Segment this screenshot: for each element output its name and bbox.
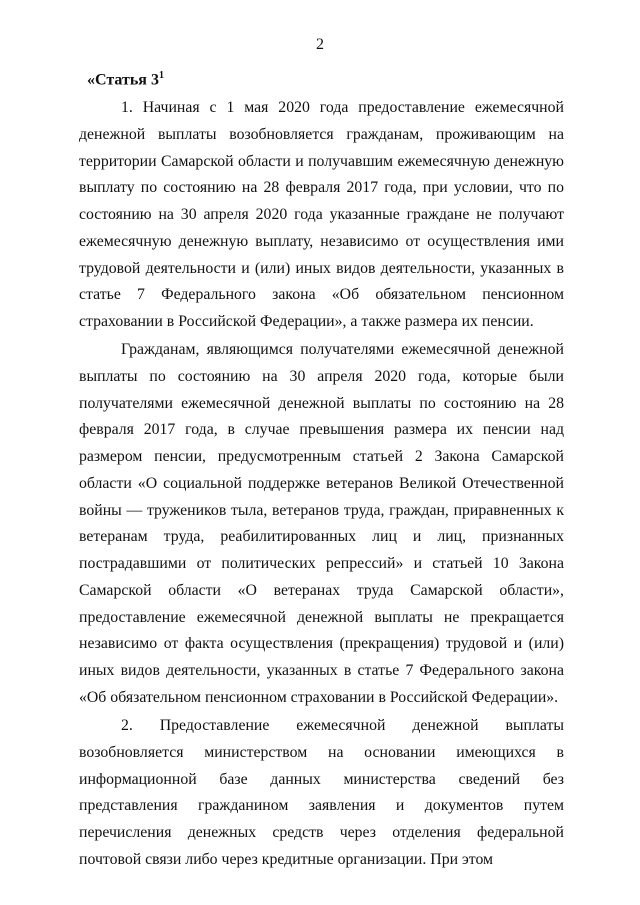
article-heading-text: «Статья 3 — [87, 71, 159, 89]
article-heading — [87, 70, 164, 89]
paragraph-2: Гражданам, являющимся получателями ежемесячной денежной выплаты по состоянию на 30 апреля 2020 года, которые были получателями ежемесячной денежной выплаты по состоянию на 28 февраля 2017 года, в случае превышения размера их пенсии над размером пенсии, предусмотренным статьей 2 Закона Самарской области «О социальной поддержке ветеранов Великой Отечественной войны — тружеников тыла, ветеранов труда, граждан, приравненных к ветеранам труда, реабилитированных лиц и лиц, признанных пострадавшими от политических репрессий» и статьей 10 Закона Самарской области «О ветеранах труда Самарской области», предоставление ежемесячной денежной выплаты не прекращается независимо от факта осуществления (прекращения) трудовой и (или) иных видов деятельности, указанных в статье 7 Федерального закона «Об обязательном пенсионном страховании в Российской Федерации». — [79, 341, 564, 706]
page-number: 2 — [316, 36, 324, 53]
paragraph-1: 1. Начиная с 1 мая 2020 года предоставление ежемесячной денежной выплаты возобновляется гражданам, проживающим на территории Самарской области и получавшим ежемесячную денежную выплату по состоянию на 28 февраля 2017 года, при условии, что по состоянию на 30 апреля 2020 года указанные граждане не получают ежемесячную денежную выплату, независимо от осуществления ими трудовой деятельности и (или) иных видов деятельности, указанных в статье 7 Федерального закона «Об обязательном пенсионном страховании в Российской Федерации», а также размера их пенсии. — [79, 99, 564, 330]
paragraph-3: 2. Предоставление ежемесячной денежной выплаты возобновляется министерством на основании имеющихся в информационной базе данных министерства сведений без представления гражданином заявления и документов путем перечисления денежных средств через отделения федеральной почтовой связи либо через кредитные организации. При этом — [79, 717, 564, 868]
article-heading-superscript: 1 — [158, 70, 164, 81]
